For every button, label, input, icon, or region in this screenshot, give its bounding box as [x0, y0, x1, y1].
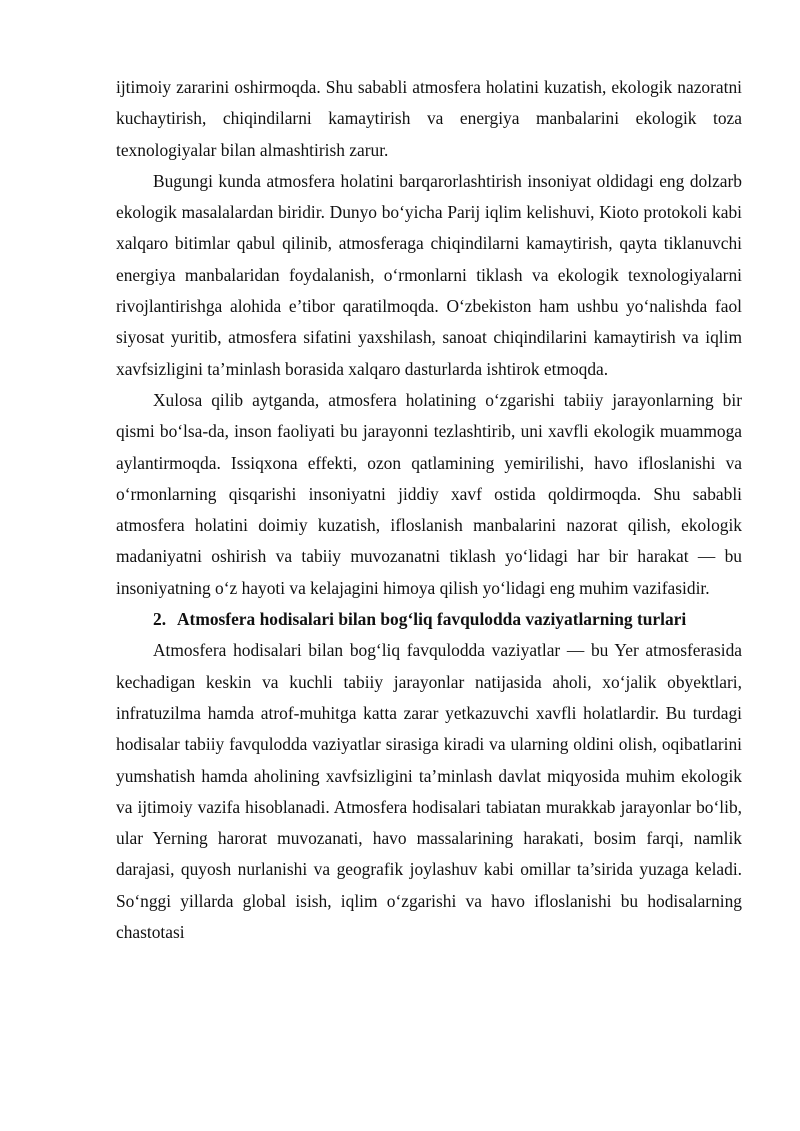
section-number: 2.: [153, 609, 167, 630]
paragraph-4: Atmosfera hodisalari bilan bog‘liq favqulodda vaziyatlar — bu Yer atmosferasida kechadigan keskin va kuchli tabiiy jarayonlar natijasida aholi, xo‘jalik obyektlari, infratuzilma hamda atrof-muhitga katta zarar yetkazuvchi xavfli holatlardir. Bu turdagi hodisalar tabiiy favqulodda vaziyatlar sirasiga kiradi va ularning oldini olish, oqibatlarini yumshatish hamda aholining xavfsizligini ta’minlash davlat miqyosida muhim ekologik va ijtimoiy vazifa hisoblanadi. Atmosfera hodisalari tabiatan murakkab jarayonlar bo‘lib, ular Yerning harorat muvozanati, havo massalarining harakati, bosim farqi, namlik darajasi, quyosh nurlanishi va geografik joylashuv kabi omillar ta’sirida yuzaga keladi. So‘nggi yillarda global isish, iqlim o‘zgarishi va havo ifloslanishi bu hodisalarning chastotasi: [116, 640, 742, 943]
section-title: Atmosfera hodisalari bilan bog‘liq favqulodda vaziyatlarning turlari: [177, 609, 687, 630]
section-heading: [116, 604, 742, 635]
paragraph-2: Bugungi kunda atmosfera holatini barqarorlashtirish insoniyat oldidagi eng dolzarb ekologik masalalardan biridir. Dunyo bo‘yicha Parij iqlim kelishuvi, Kioto protokoli kabi xalqaro bitimlar qabul qilinib, atmosferaga chiqindilarni kamaytirish, qayta tiklanuvchi energiya manbalaridan foydalanish, o‘rmonlarni tiklash va ekologik texnologiyalarni rivojlantirishga alohida e’tibor qaratilmoqda. O‘zbekiston ham ushbu yo‘nalishda faol siyosat yuritib, atmosfera sifatini yaxshilash, sanoat chiqindilarini kamaytirish va iqlim xavfsizligini ta’minlash borasida xalqaro dasturlarda ishtirok etmoqda.: [116, 170, 742, 379]
paragraph-3: Xulosa qilib aytganda, atmosfera holatining o‘zgarishi tabiiy jarayonlarning bir qismi bo‘lsa-da, inson faoliyati bu jarayonni tezlashtirib, uni xavfli ekologik muammoga aylantirmoqda. Issiqxona effekti, ozon qatlamining yemirilishi, havo ifloslanishi va o‘rmonlarning qisqarishi insoniyatni jiddiy xavf ostida qoldirmoqda. Shu sababli atmosfera holatini doimiy kuzatish, ifloslanish manbalarini nazorat qilish, ekologik madaniyatni oshirish va tabiiy muvozanatni tiklash yo‘lidagi har bir harakat — bu insoniyatning o‘z hayoti va kelajagini himoya qilish yo‘lidagi eng muhim vazifasidir.: [116, 389, 742, 598]
paragraph-1: ijtimoiy zararini oshirmoqda. Shu sababli atmosfera holatini kuzatish, ekologik nazoratni kuchaytirish, chiqindilarni kamaytirish va energiya manbalarini ekologik toza texnologiyalar bilan almashtirish zarur.: [116, 77, 742, 160]
document-page: [116, 72, 742, 948]
